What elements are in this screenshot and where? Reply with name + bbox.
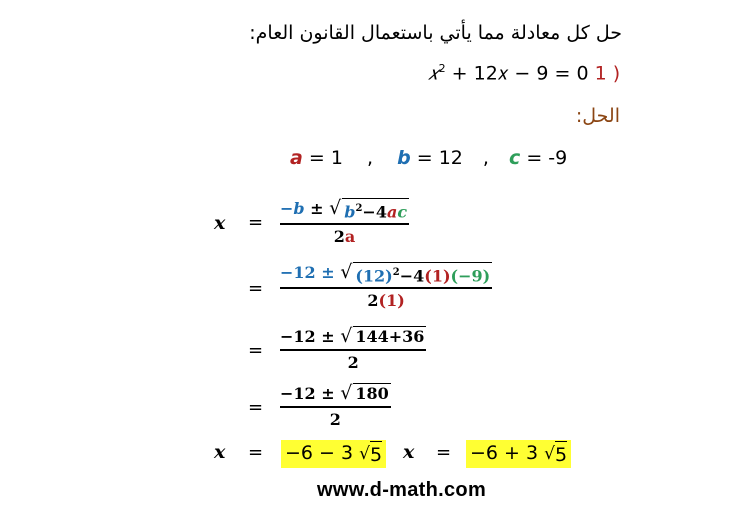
coef-c-value: = -9 bbox=[526, 147, 568, 169]
answer2-equals: = bbox=[436, 442, 452, 463]
answer1-sqrt bbox=[359, 441, 382, 468]
step1-num-pre: −12 ± bbox=[280, 263, 335, 282]
coef-c-label: c bbox=[509, 147, 521, 169]
rad-a: a bbox=[386, 202, 398, 222]
step2-numerator bbox=[280, 326, 426, 348]
equation-lhs-rest: + 12𝑥 − 9 bbox=[451, 62, 549, 85]
radical-icon: √ bbox=[329, 197, 342, 219]
step1-rad-c: (−9) bbox=[450, 266, 491, 286]
step1-equals: = bbox=[248, 278, 264, 299]
quadratic-formula bbox=[280, 198, 409, 248]
formula-numerator bbox=[280, 198, 409, 222]
step1-rad-b: (12) bbox=[355, 266, 393, 286]
answer2-x: x bbox=[403, 441, 415, 463]
step3-sqrt bbox=[340, 383, 391, 404]
radicand bbox=[342, 198, 409, 222]
equation-rhs: = 0 bbox=[554, 62, 589, 85]
rad-c: c bbox=[397, 202, 408, 222]
coef-b-value: = 12 bbox=[416, 147, 463, 169]
answer1-equals: = bbox=[248, 442, 264, 463]
step3-num-pre: −12 ± bbox=[280, 384, 335, 403]
step2-radicand: 144+36 bbox=[355, 327, 425, 346]
answer1-pre: −6 − 3 bbox=[285, 442, 354, 464]
fraction-bar bbox=[280, 349, 426, 351]
x-var: 𝑥 bbox=[428, 62, 439, 85]
sqrt-discriminant bbox=[329, 198, 409, 222]
answer2-radicand: 5 bbox=[555, 441, 567, 468]
step1-rad-exp: 2 bbox=[392, 267, 400, 278]
coef-b-label: b bbox=[397, 147, 411, 169]
formula-denominator bbox=[334, 226, 356, 248]
separator: , bbox=[482, 147, 489, 169]
num-b: −b bbox=[280, 199, 305, 218]
fraction-bar bbox=[280, 223, 409, 225]
step1-den-a: (1) bbox=[378, 290, 405, 310]
radical-icon: √ bbox=[340, 325, 353, 347]
step2-equals: = bbox=[248, 340, 264, 361]
radical-icon: √ bbox=[340, 261, 353, 283]
separator: , bbox=[366, 147, 374, 169]
den-pre: 2 bbox=[333, 226, 345, 246]
step2-sqrt bbox=[340, 326, 426, 347]
step1-rad-mid: −4 bbox=[399, 266, 425, 286]
radical-icon: √ bbox=[340, 382, 353, 404]
step1-radicand bbox=[353, 262, 492, 286]
step3-numerator bbox=[280, 383, 391, 405]
step3-fraction bbox=[280, 383, 391, 431]
step3-equals: = bbox=[248, 397, 264, 418]
formula-equals: = bbox=[248, 212, 264, 233]
coef-a-value: = 1 bbox=[308, 147, 343, 169]
answer1-radicand: 5 bbox=[370, 441, 382, 468]
coefficients-line bbox=[290, 147, 567, 169]
instruction-text: حل كل معادلة مما يأتي باستعمال القانون العام: bbox=[249, 22, 622, 44]
answer1-highlight bbox=[281, 440, 386, 468]
fraction-bar bbox=[280, 287, 492, 289]
rad-mid: −4 bbox=[362, 202, 387, 222]
step3-radicand: 180 bbox=[355, 384, 389, 403]
fraction-bar bbox=[280, 406, 391, 408]
formula-x: x bbox=[214, 212, 226, 234]
step1-den-pre: 2 bbox=[367, 290, 379, 310]
step2-num-pre: −12 ± bbox=[280, 327, 335, 346]
rad-b: b bbox=[344, 202, 356, 222]
step3-denominator: 2 bbox=[329, 409, 341, 429]
problem-equation bbox=[428, 62, 620, 84]
answer1-x: x bbox=[214, 441, 226, 463]
radical-icon: √ bbox=[544, 444, 555, 464]
step1-denominator bbox=[367, 290, 404, 312]
step1-rad-a: (1) bbox=[424, 266, 451, 286]
den-a: a bbox=[344, 226, 356, 246]
coef-a-label: a bbox=[290, 147, 303, 169]
radical-icon: √ bbox=[359, 444, 370, 464]
step1-fraction bbox=[280, 262, 492, 312]
answer2-sqrt bbox=[544, 441, 567, 468]
step2-denominator: 2 bbox=[347, 352, 359, 372]
footer-watermark: www.d-math.com bbox=[317, 479, 487, 501]
step1-sqrt bbox=[340, 262, 492, 286]
problem-number: 1 ) bbox=[594, 62, 621, 85]
rad-exp: 2 bbox=[355, 203, 363, 214]
answer2-pre: −6 + 3 bbox=[470, 442, 539, 464]
solution-label: الحل: bbox=[575, 105, 620, 127]
answer2-highlight bbox=[466, 440, 571, 468]
num-pm: ± bbox=[310, 199, 324, 218]
exponent: 2 bbox=[438, 62, 446, 75]
step1-numerator bbox=[280, 262, 492, 286]
step2-fraction bbox=[280, 326, 426, 374]
